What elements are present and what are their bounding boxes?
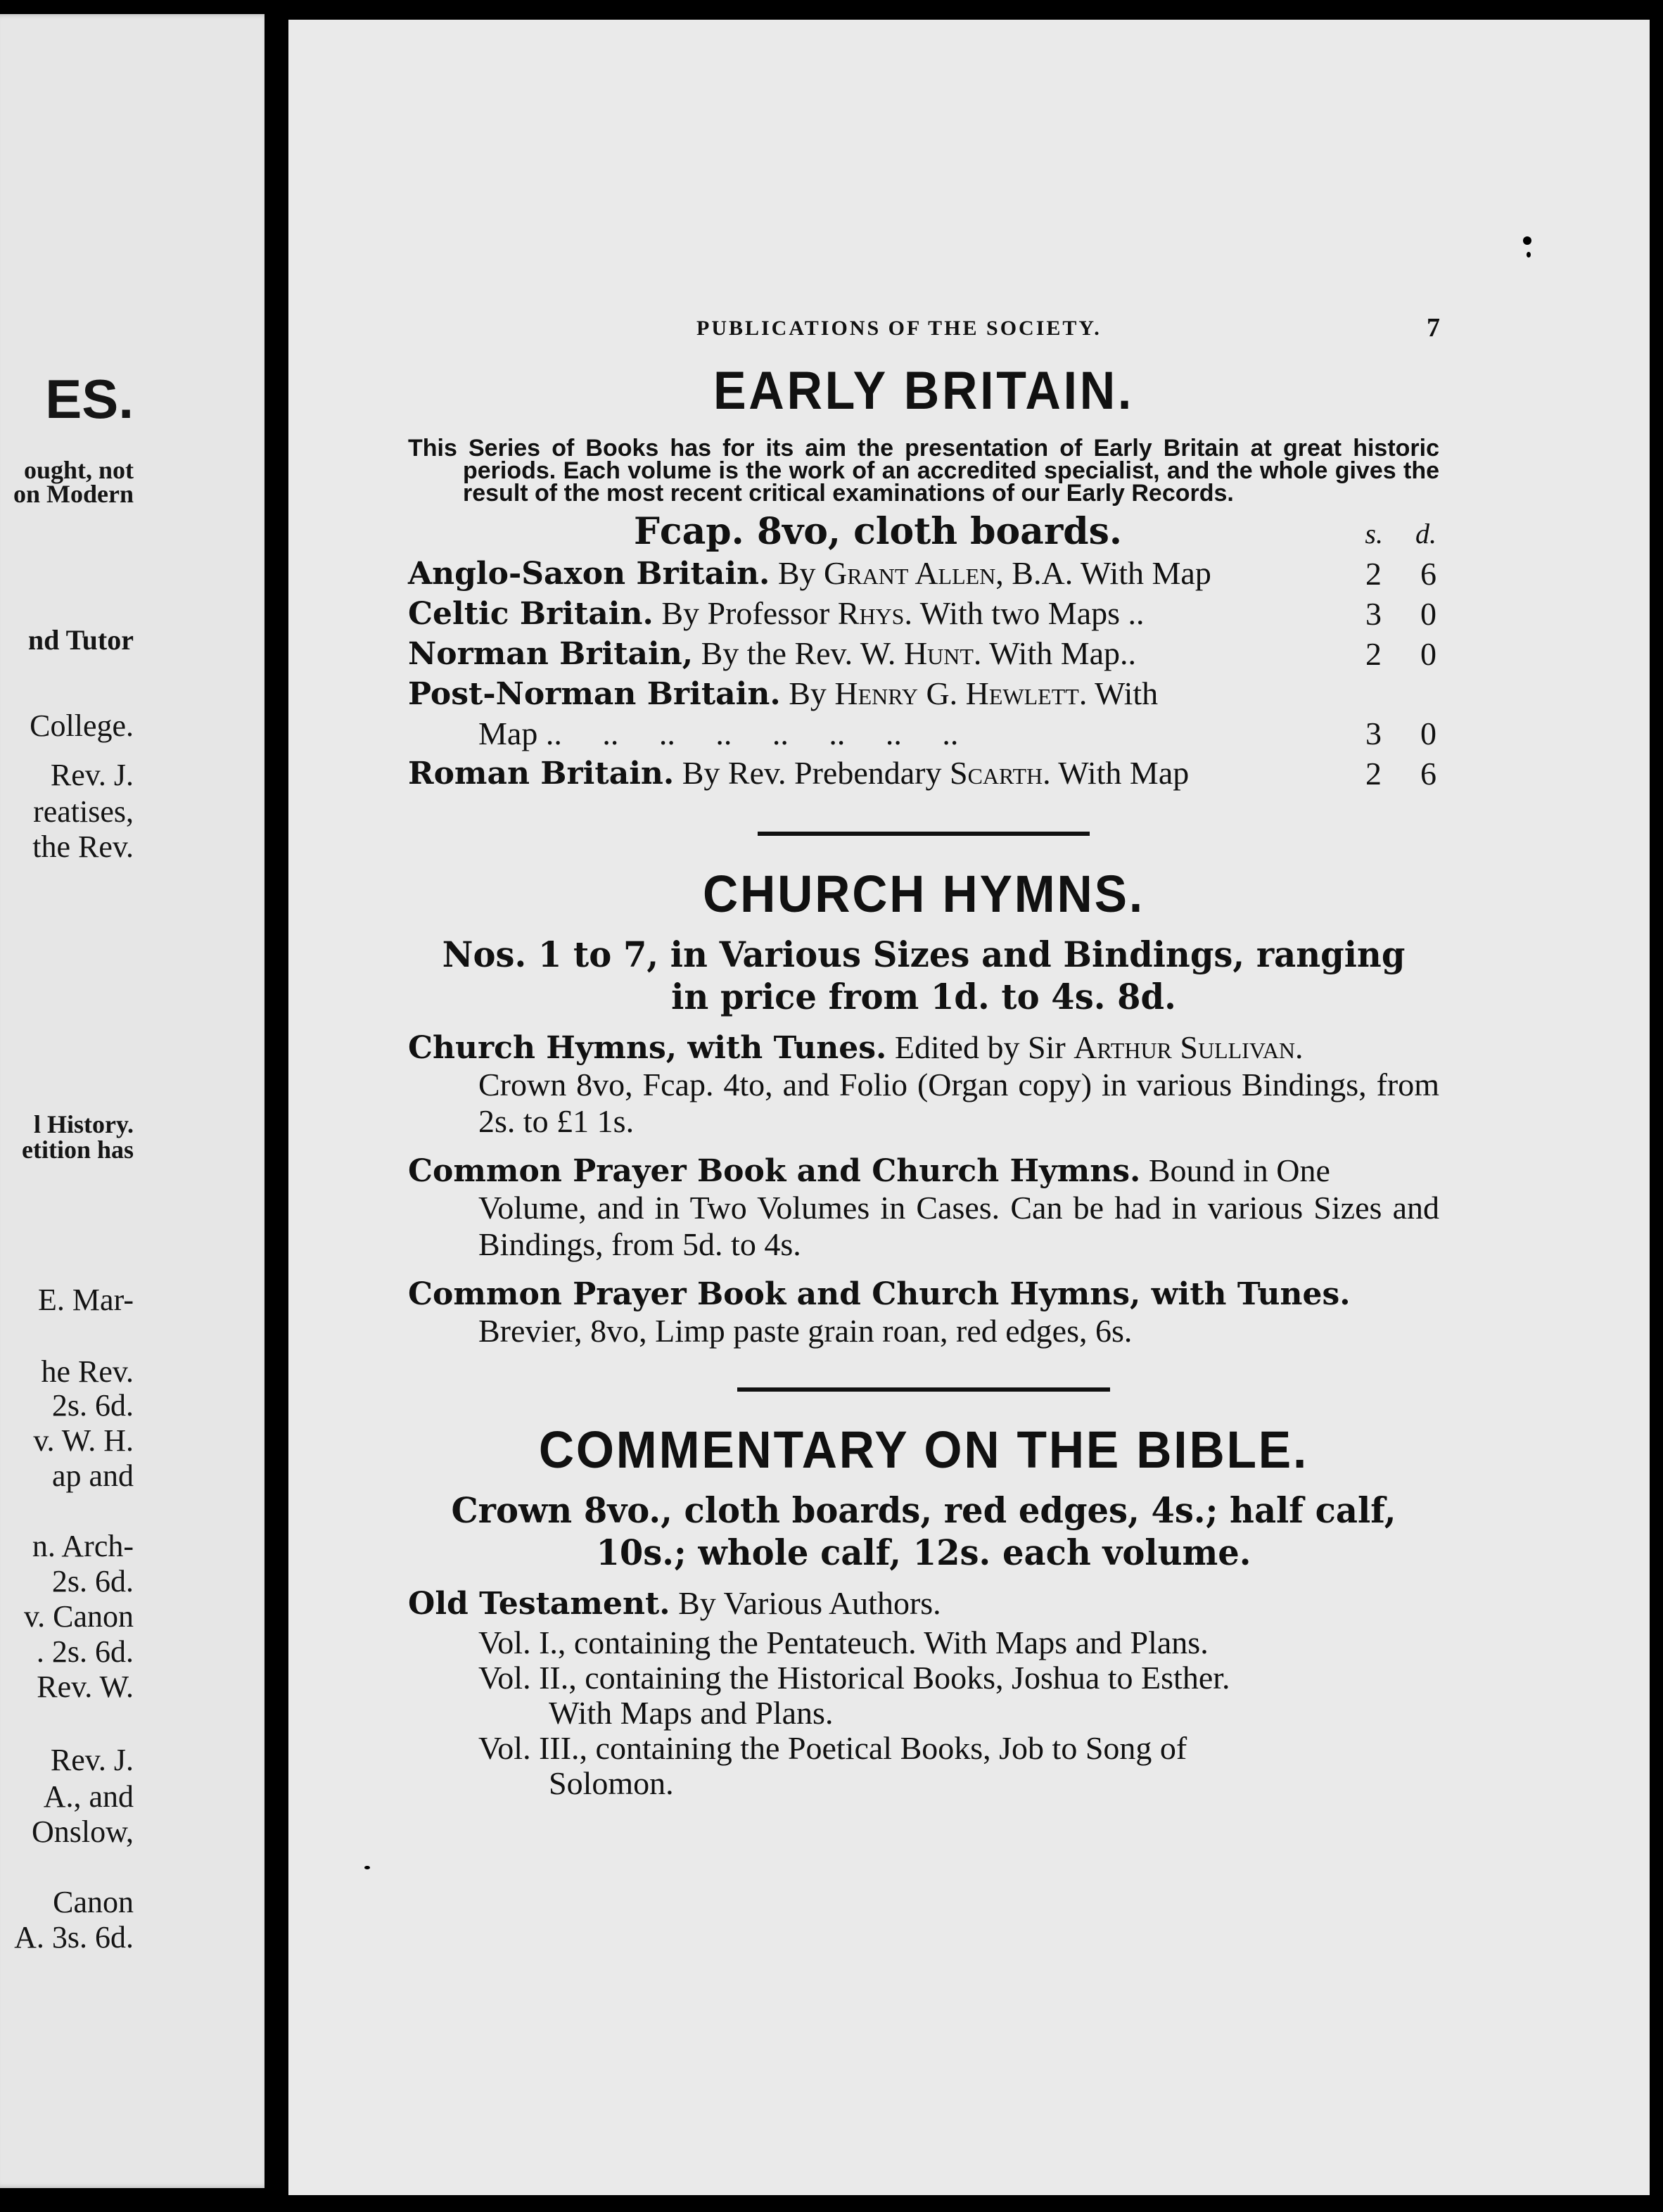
volume-text: Vol. I., containing the Pentateuch. With Maps and Plans. [478, 1625, 1209, 1660]
format-row [408, 510, 1439, 554]
left-text-fragment: . 2s. 6d. [36, 1634, 134, 1669]
page-gutter [265, 0, 273, 2212]
left-text-fragment: nd Tutor [27, 624, 134, 656]
volume-continuation: With Maps and Plans. [549, 1695, 834, 1731]
left-text-fragment: v. Canon [23, 1599, 134, 1634]
left-text-fragment: E. Mar- [38, 1283, 134, 1317]
left-text-fragment: Onslow, [31, 1814, 134, 1849]
price-pence: 6 [1420, 556, 1436, 592]
left-text-fragment: Canon [53, 1885, 134, 1919]
section-subheading: Crown 8vo., cloth boards, red edges, 4s.; half calf, 10s.; whole calf, 12s. each volume. [451, 1489, 1396, 1573]
volume-entry [408, 1731, 1439, 1801]
scan-speck [1523, 236, 1531, 245]
volume-text: Vol. III., containing the Poetical Books, Job to Song of [478, 1730, 1187, 1766]
section-intro: This Series of Books has for its aim the presentation of Early Britain at great historic periods. Each volume is the work of an accredited specialist, and the whole gives the result of the most recent critical examinations of our Early Records. [408, 435, 1439, 507]
book-title: Roman Britain. [408, 756, 675, 792]
left-text-fragment: ES. [45, 368, 134, 430]
left-text-fragment: the Rev. [32, 830, 134, 864]
price-pence: 0 [1420, 716, 1436, 751]
left-text-fragment: A. 3s. 6d. [14, 1920, 134, 1954]
section-divider [737, 1387, 1110, 1392]
left-text-fragment: Rev. J. [50, 758, 134, 792]
book-note: , B.A. With Map [995, 555, 1211, 591]
entry-author: Arthur Sullivan. [1073, 1029, 1304, 1065]
left-text-fragment: l History. [34, 1110, 134, 1138]
book-entry [408, 674, 1439, 754]
page-content [408, 308, 1442, 1801]
left-text-fragment: A., and [43, 1779, 134, 1814]
left-text-fragment: 2s. 6d. [51, 1388, 134, 1423]
book-continuation: Map .. .. .. .. .. .. .. .. [478, 716, 959, 751]
format-subheading: Fcap. 8vo, cloth boards. [633, 510, 1123, 553]
book-note: With two Maps .. [912, 595, 1145, 631]
entry-continuation: Brevier, 8vo, Limp paste grain roan, red edges, 6s. [478, 1313, 1133, 1349]
section-heading: CHURCH HYMNS. [703, 865, 1145, 923]
entry-text: Edited by Sir [894, 1029, 1066, 1065]
entry-continuation: Volume, and in Two Volumes in Cases. Can be had in various Sizes and Bindings, from 5d. to 4s. [478, 1190, 1439, 1262]
left-text-fragment: n. Arch- [32, 1529, 134, 1563]
left-text-fragment: Rev. W. [37, 1670, 134, 1704]
price-shillings: 2 [1365, 556, 1382, 592]
church-hymns-section [408, 864, 1439, 1349]
book-title: Celtic Britain. [408, 596, 654, 632]
pence-column-label: d. [1415, 518, 1436, 549]
book-by: By [789, 675, 827, 711]
left-text-fragment: v. W. H. [33, 1423, 134, 1458]
book-entry [408, 594, 1439, 634]
book-entry [408, 554, 1439, 594]
left-text-fragment: on Modern [13, 480, 134, 508]
book-note: With Map.. [981, 635, 1137, 671]
volume-text: Vol. II., containing the Historical Books, Joshua to Esther. [478, 1660, 1230, 1696]
section-heading: COMMENTARY ON THE BIBLE. [538, 1420, 1309, 1479]
volume-continuation: Solomon. [549, 1765, 674, 1801]
left-text-fragment: ap and [51, 1458, 134, 1493]
shillings-column-label: s. [1365, 518, 1383, 549]
book-note: With [1087, 675, 1159, 711]
left-text-fragment: Rev. J. [50, 1743, 134, 1777]
left-text-fragment: reatises, [33, 794, 134, 829]
hymn-entry [408, 1276, 1439, 1349]
book-entry [408, 754, 1439, 794]
entry-title: Common Prayer Book and Church Hymns. [408, 1153, 1141, 1189]
scan-speck [364, 1866, 370, 1869]
left-text-fragment: etition has [21, 1136, 134, 1164]
section-divider [758, 832, 1090, 836]
volume-entry [408, 1625, 1439, 1660]
book-author: Hunt. [903, 635, 982, 671]
price-shillings: 2 [1365, 636, 1382, 672]
price-shillings: 3 [1365, 596, 1382, 632]
old-testament-entry [408, 1585, 1439, 1622]
price-pence: 6 [1420, 756, 1436, 792]
running-head [408, 308, 1442, 343]
price-pence: 0 [1420, 636, 1436, 672]
entry-title: Common Prayer Book and Church Hymns, with Tunes. [408, 1276, 1351, 1312]
left-text-fragment: he Rev. [41, 1354, 134, 1389]
price-shillings: 2 [1365, 756, 1382, 792]
price-pence: 0 [1420, 596, 1436, 632]
entry-text: Bound in One [1148, 1152, 1330, 1188]
volume-entry [408, 1660, 1439, 1731]
scan-speck [1527, 252, 1531, 258]
book-author: Grant Allen [824, 555, 996, 591]
book-author: Scarth. [950, 755, 1051, 791]
entry-title: Church Hymns, with Tunes. [408, 1030, 887, 1066]
book-title: Norman Britain, [408, 636, 694, 672]
book-by: By the Rev. W. [701, 635, 896, 671]
section-heading: EARLY BRITAIN. [713, 361, 1134, 421]
book-author: Henry G. Hewlett. [834, 675, 1088, 711]
entry-continuation: Crown 8vo, Fcap. 4to, and Folio (Organ copy) in various Bindings, from 2s. to £1 1s. [478, 1067, 1439, 1139]
book-by: By Professor [661, 595, 830, 631]
entry-title: Old Testament. [408, 1586, 670, 1622]
book-by: By [777, 555, 816, 591]
left-text-fragment: College. [30, 708, 134, 743]
page-number: 7 [1427, 313, 1442, 343]
commentary-section [408, 1420, 1439, 1801]
entry-text: By Various Authors. [678, 1585, 941, 1621]
book-entry [408, 634, 1439, 674]
book-title: Post-Norman Britain. [408, 676, 781, 712]
hymn-entry [408, 1029, 1439, 1140]
hymn-entry [408, 1152, 1439, 1263]
price-shillings: 3 [1365, 716, 1382, 751]
left-text-fragment: 2s. 6d. [51, 1564, 134, 1598]
right-page [288, 20, 1650, 2195]
early-britain-section [408, 360, 1439, 794]
book-author: Rhys. [837, 595, 912, 631]
left-text-fragment: ought, not [23, 456, 134, 484]
section-subheading: Nos. 1 to 7, in Various Sizes and Bindings, ranging in price from 1d. to 4s. 8d. [442, 934, 1406, 1017]
book-by: By Rev. Prebendary [682, 755, 942, 791]
running-head-title: PUBLICATIONS OF THE SOCIETY. [696, 317, 1102, 340]
book-note: With Map [1050, 755, 1190, 791]
book-title: Anglo-Saxon Britain. [408, 556, 770, 592]
left-page-fragment [0, 14, 272, 2188]
